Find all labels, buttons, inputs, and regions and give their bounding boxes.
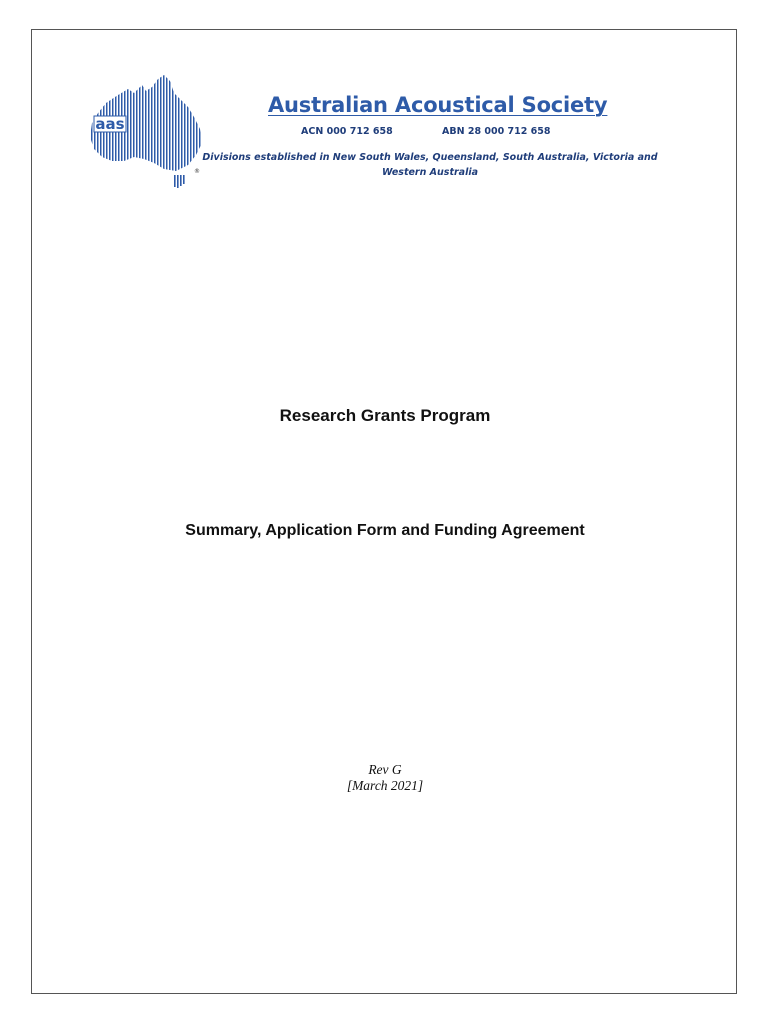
abn-number: ABN 28 000 712 658 — [442, 126, 551, 137]
divisions-statement — [200, 150, 660, 180]
revision-label: Rev G — [368, 762, 402, 777]
revision-date: [March 2021] — [346, 778, 424, 793]
aas-logo — [84, 73, 210, 189]
organization-name: Australian Acoustical Society — [268, 93, 608, 117]
document-title: Research Grants Program — [279, 406, 491, 425]
revision-block — [0, 762, 770, 794]
svg-text:aas: aas — [95, 115, 125, 133]
document-subtitle: Summary, Application Form and Funding Agreement — [185, 522, 585, 539]
divisions-line-2: Western Australia — [381, 167, 479, 178]
svg-text:®: ® — [194, 168, 200, 175]
acn-number: ACN 000 712 658 — [301, 126, 393, 137]
divisions-line-1: Divisions established in New South Wales, Queensland, South Australia, Victoria and — [202, 152, 658, 163]
